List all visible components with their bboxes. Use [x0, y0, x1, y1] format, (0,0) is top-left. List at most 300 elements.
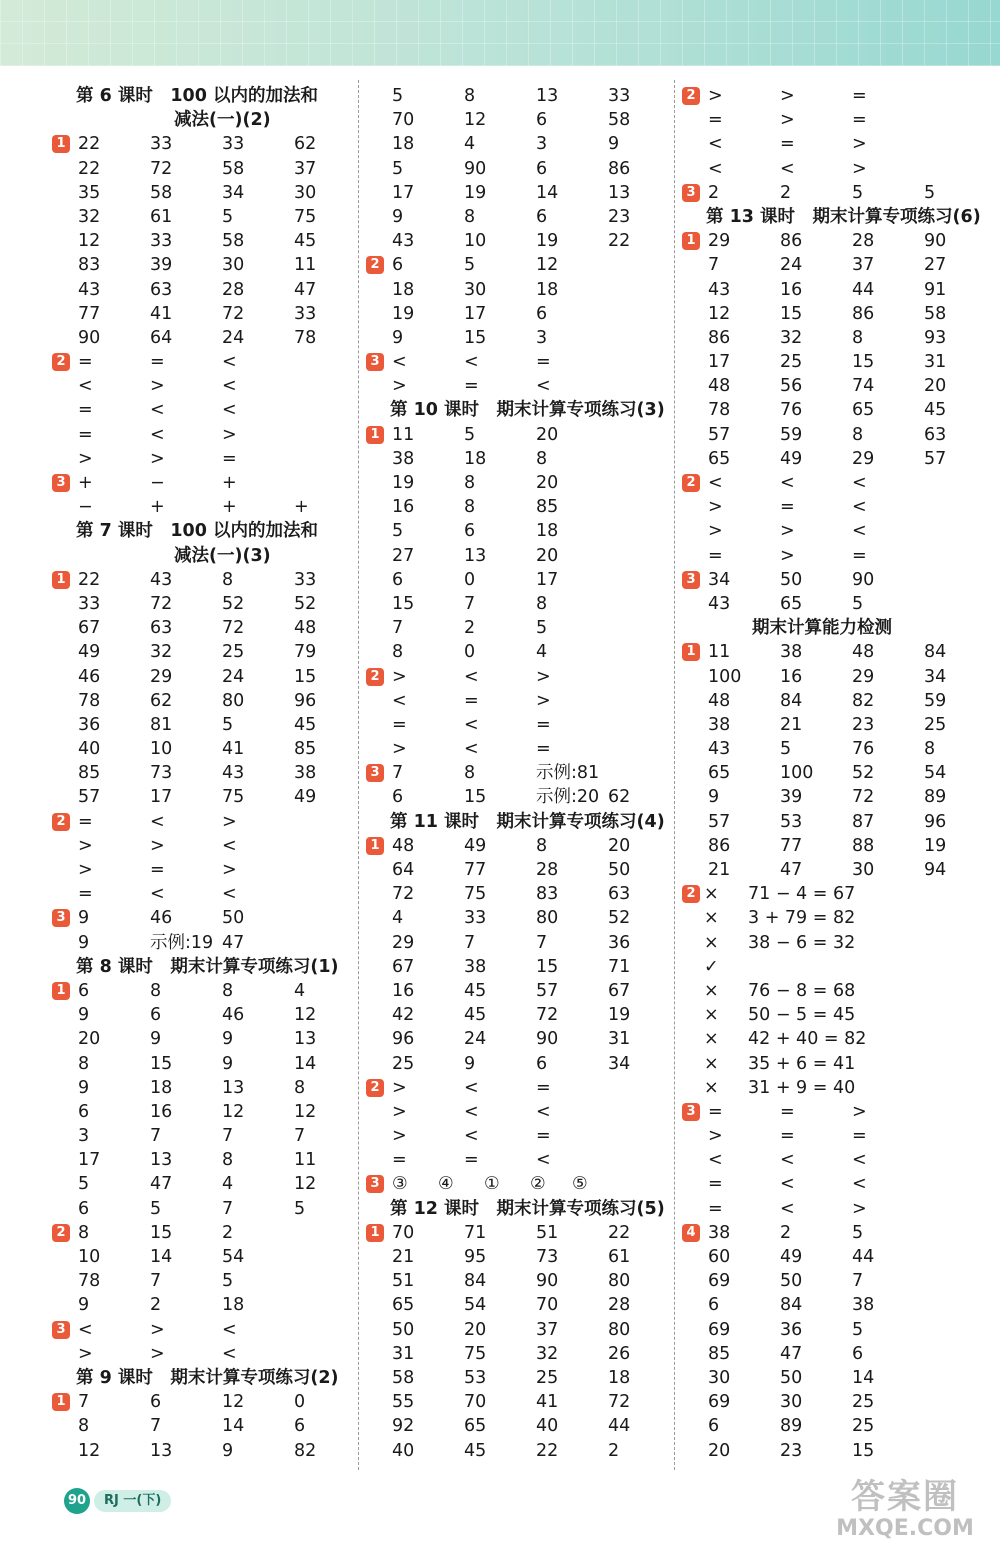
answer-row — [366, 858, 666, 882]
answer-cell: 15 — [536, 956, 559, 977]
answer-cell: 19 — [392, 303, 415, 324]
answer-cell: 80 — [222, 690, 245, 711]
answer-cell: 8 — [150, 980, 162, 1001]
answer-row — [366, 108, 666, 132]
answer-row — [366, 979, 666, 1003]
answer-cell: 16 — [392, 497, 415, 518]
answer-cell: 11 — [392, 424, 415, 445]
answer-cell: 5 — [852, 1222, 864, 1243]
lesson-heading-text: 第 10 课时 期末计算专项练习(3) — [390, 400, 665, 421]
answer-cell: 31 — [924, 352, 947, 373]
answer-cell: 27 — [392, 545, 415, 566]
answer-row — [682, 544, 992, 568]
answer-cell: 8 — [78, 1222, 90, 1243]
answer-cell: 75 — [222, 787, 245, 808]
answer-cell: 14 — [536, 182, 559, 203]
answer-cell: 12 — [294, 1005, 317, 1026]
answer-cell: 100 — [708, 666, 742, 687]
answer-cell: 8 — [852, 327, 864, 348]
answer-cell: = — [78, 884, 93, 905]
answer-cell: 71 — [464, 1222, 487, 1243]
answer-cell: 3 — [536, 134, 548, 155]
question-number-badge: 1 — [682, 643, 700, 661]
answer-row — [366, 1003, 666, 1027]
answer-cell: 8 — [852, 424, 864, 445]
answer-cell: 63 — [608, 884, 631, 905]
answer-cell: 6 — [392, 255, 404, 276]
answer-cell: × — [704, 980, 719, 1001]
answer-row — [52, 374, 352, 398]
answer-cell: > — [222, 860, 237, 880]
answer-row — [52, 906, 352, 930]
question-number-badge: 1 — [52, 982, 70, 1000]
answer-cell: < — [78, 1319, 93, 1340]
answer-cell: 9 — [150, 1029, 162, 1050]
answer-cell: > — [392, 666, 407, 687]
answer-cell: < — [852, 473, 867, 493]
answer-cell: 76 — [852, 739, 875, 760]
answer-row — [366, 326, 666, 350]
answer-row — [682, 1221, 992, 1245]
answer-cell: 84 — [780, 690, 803, 711]
answer-row — [682, 955, 992, 979]
answer-cell: 9 — [464, 1053, 476, 1074]
answer-cell: 5 — [78, 1174, 90, 1195]
answer-cell: 23 — [780, 1440, 803, 1461]
answer-cell: 7 — [536, 932, 548, 953]
answer-cell: 7 — [392, 618, 404, 639]
answer-cell: < — [150, 884, 165, 905]
answer-row — [682, 689, 992, 713]
answer-row — [52, 278, 352, 302]
answer-cell: 53 — [780, 811, 803, 832]
answer-cell: 6 — [536, 303, 548, 324]
answer-cell: = — [852, 545, 867, 566]
answer-cell: 28 — [536, 860, 559, 880]
answer-cell: 86 — [708, 327, 731, 348]
answer-cell: 4 — [392, 908, 404, 929]
answer-cell: 31 + 9 = 40 — [748, 1077, 856, 1098]
answer-cell: 87 — [852, 811, 875, 832]
lesson-heading — [52, 84, 352, 108]
answer-cell: 5 — [852, 593, 864, 614]
answer-cell: = — [708, 110, 723, 131]
answer-cell: + — [222, 473, 237, 493]
answer-cell: 15 — [780, 303, 803, 324]
answer-cell: > — [150, 835, 165, 856]
answer-cell: < — [464, 352, 479, 373]
lesson-heading — [52, 1366, 352, 1390]
answer-cell: 2 — [464, 618, 476, 639]
answer-cell: 5 — [464, 255, 476, 276]
answer-cell: < — [708, 1150, 723, 1171]
answer-cell: 30 — [780, 1392, 803, 1413]
answer-row — [366, 1342, 666, 1366]
answer-cell: 48 — [852, 642, 875, 663]
answer-cell: 40 — [536, 1416, 559, 1437]
answer-cell: = — [464, 1150, 479, 1171]
lesson-heading — [682, 616, 992, 640]
answer-cell: 18 — [150, 1077, 173, 1098]
answer-row — [682, 447, 992, 471]
answer-cell: 34 — [222, 182, 245, 203]
answer-cell: 89 — [924, 787, 947, 808]
answer-row — [682, 1100, 992, 1124]
answer-cell: 21 — [392, 1247, 415, 1267]
answer-cell: 75 — [294, 206, 317, 227]
answer-cell: < — [392, 352, 407, 373]
answer-row — [682, 713, 992, 737]
question-number-badge: 3 — [366, 1175, 384, 1193]
answer-cell: 71 − 4 = 67 — [748, 884, 856, 905]
answer-cell: 9 — [78, 1295, 90, 1316]
answer-row — [366, 374, 666, 398]
answer-cell: 13 — [150, 1150, 173, 1171]
answer-cell: 6 — [78, 980, 90, 1001]
answer-cell: = — [780, 497, 795, 518]
answer-cell: 8 — [464, 473, 476, 493]
answer-cell: 24 — [222, 327, 245, 348]
answer-cell: 21 — [708, 860, 731, 880]
answer-cell: 72 — [150, 593, 173, 614]
answer-cell: − — [150, 473, 165, 493]
answer-cell: 5 — [294, 1198, 306, 1219]
answer-row — [682, 1124, 992, 1148]
answer-cell: > — [392, 1126, 407, 1147]
answer-cell: 4 — [294, 980, 306, 1001]
answer-cell: 33 — [150, 134, 173, 155]
answer-cell: 42 + 40 = 82 — [748, 1029, 867, 1050]
answer-cell: 25 — [536, 1367, 559, 1388]
answer-cell: 0 — [294, 1392, 306, 1413]
answer-cell: 19 — [464, 182, 487, 203]
answer-cell: 5 — [392, 86, 404, 106]
answer-cell: 25 — [852, 1392, 875, 1413]
answer-row — [52, 157, 352, 181]
answer-cell: = — [78, 811, 93, 832]
answer-row — [52, 423, 352, 447]
answer-cell: > — [708, 497, 723, 518]
answer-cell: + — [222, 497, 237, 518]
answer-cell: 83 — [536, 884, 559, 905]
answer-cell: 50 — [780, 1367, 803, 1388]
answer-row — [682, 1414, 992, 1438]
answer-cell: 28 — [852, 231, 875, 252]
answer-cell: 0 — [464, 642, 476, 663]
answer-cell: < — [852, 497, 867, 518]
answer-cell: 12 — [78, 231, 101, 252]
answer-cell: 47 — [780, 860, 803, 880]
answer-cell: 90 — [464, 158, 487, 179]
answer-cell: < — [780, 158, 795, 179]
answer-row — [366, 471, 666, 495]
answer-cell: 80 — [536, 908, 559, 929]
answer-cell: 85 — [78, 763, 101, 784]
answer-cell: < — [852, 1150, 867, 1171]
answer-cell: 95 — [464, 1247, 487, 1267]
answer-row — [52, 568, 352, 592]
answer-row — [52, 1076, 352, 1100]
answer-cell: 57 — [924, 448, 947, 469]
answer-row — [682, 1076, 992, 1100]
answer-row — [52, 979, 352, 1003]
answer-row — [366, 1293, 666, 1317]
answer-row — [52, 1414, 352, 1438]
answer-cell: 18 — [464, 448, 487, 469]
answer-cell: 32 — [150, 642, 173, 663]
answer-cell: 41 — [150, 303, 173, 324]
answer-cell: 20 — [536, 424, 559, 445]
answer-cell: 8 — [464, 86, 476, 106]
answer-cell: 83 — [78, 255, 101, 276]
answer-cell: < — [78, 376, 93, 397]
answer-cell: 82 — [294, 1440, 317, 1461]
question-number-badge: 2 — [682, 87, 700, 105]
lesson-heading — [682, 205, 992, 229]
answer-cell: 6 — [294, 1416, 306, 1437]
answer-cell: 13 — [150, 1440, 173, 1461]
answer-cell: < — [536, 1150, 551, 1171]
answer-cell: 38 − 6 = 32 — [748, 932, 856, 953]
answer-row — [52, 1148, 352, 1172]
answer-cell: 51 — [536, 1222, 559, 1243]
answer-cell: 53 — [464, 1367, 487, 1388]
answer-row — [52, 1342, 352, 1366]
answer-cell: < — [708, 134, 723, 155]
answer-cell: 5 — [924, 182, 936, 203]
answer-cell: 45 — [464, 1440, 487, 1461]
answer-row — [366, 834, 666, 858]
answer-row — [682, 1027, 992, 1051]
answer-row — [366, 1414, 666, 1438]
answer-cell: > — [708, 521, 723, 542]
answer-cell: 示例:19 — [150, 932, 214, 953]
answer-cell: × — [704, 1053, 719, 1074]
answer-cell: 79 — [294, 642, 317, 663]
answer-cell: 2 — [150, 1295, 162, 1316]
answer-row — [682, 1342, 992, 1366]
answer-cell: 62 — [294, 134, 317, 155]
answer-cell: 2 — [222, 1222, 234, 1243]
answer-cell: > — [78, 860, 93, 880]
answer-cell: 18 — [222, 1295, 245, 1316]
answer-row — [52, 253, 352, 277]
question-number-badge: 3 — [682, 571, 700, 589]
answer-row — [52, 689, 352, 713]
answer-cell: 15 — [294, 666, 317, 687]
answer-cell: 15 — [852, 352, 875, 373]
answer-cell: 8 — [222, 569, 234, 590]
answer-cell: 24 — [222, 666, 245, 687]
answer-row — [366, 253, 666, 277]
question-number-badge: 1 — [682, 232, 700, 250]
answer-row — [366, 447, 666, 471]
answer-cell: 84 — [464, 1271, 487, 1292]
answer-row — [682, 640, 992, 664]
answer-cell: 72 — [222, 618, 245, 639]
answer-cell: 88 — [852, 835, 875, 856]
answer-cell: < — [222, 400, 237, 421]
answer-row — [366, 1221, 666, 1245]
answer-cell: 33 — [294, 569, 317, 590]
answer-cell: 58 — [222, 231, 245, 252]
answer-cell: 24 — [464, 1029, 487, 1050]
answer-row — [682, 1318, 992, 1342]
answer-cell: 19 — [924, 835, 947, 856]
answer-cell: = — [222, 448, 237, 469]
answer-cell: 15 — [852, 1440, 875, 1461]
answer-cell: 15 — [150, 1222, 173, 1243]
answer-cell: 22 — [608, 1222, 631, 1243]
answer-cell: 65 — [780, 593, 803, 614]
answer-cell: 38 — [464, 956, 487, 977]
answer-cell: 34 — [708, 569, 731, 590]
top-decorative-band — [0, 0, 1000, 66]
lesson-heading — [366, 810, 666, 834]
answer-cell: < — [464, 666, 479, 687]
answer-cell: 70 — [392, 110, 415, 131]
answer-cell: 47 — [222, 932, 245, 953]
answer-cell: 30 — [464, 279, 487, 300]
answer-cell: = — [78, 424, 93, 445]
answer-cell: 7 — [294, 1126, 306, 1147]
answer-row — [52, 205, 352, 229]
answer-row — [52, 1293, 352, 1317]
answer-cell: 示例:20 — [536, 787, 600, 808]
answer-row — [366, 519, 666, 543]
answer-row — [682, 326, 992, 350]
answer-row — [682, 132, 992, 156]
answer-row — [682, 1197, 992, 1221]
answer-row — [366, 1148, 666, 1172]
answer-cell: < — [780, 1198, 795, 1219]
answer-cell: 5 — [852, 182, 864, 203]
answer-row — [52, 229, 352, 253]
answer-cell: 65 — [708, 448, 731, 469]
answer-cell: 10 — [464, 231, 487, 252]
lesson-heading-text: 减法(一)(2) — [174, 110, 271, 131]
answer-cell: 90 — [852, 569, 875, 590]
answer-cell: 9 — [222, 1029, 234, 1050]
answer-cell: 48 — [708, 690, 731, 711]
answer-cell: 45 — [464, 980, 487, 1001]
answer-cell: − — [78, 497, 93, 518]
answer-cell: 50 — [608, 860, 631, 880]
answer-row — [366, 689, 666, 713]
answer-cell: 46 — [78, 666, 101, 687]
answer-row — [682, 1245, 992, 1269]
answer-cell: 10 — [78, 1247, 101, 1267]
answer-cell: 17 — [78, 1150, 101, 1171]
answer-cell: < — [536, 1101, 551, 1122]
answer-cell: 22 — [78, 158, 101, 179]
answer-cell: 39 — [150, 255, 173, 276]
answer-cell: < — [150, 424, 165, 445]
answer-row — [682, 495, 992, 519]
answer-cell: = — [392, 714, 407, 735]
answer-cell: = — [852, 86, 867, 106]
lesson-heading — [52, 519, 352, 543]
answer-row — [682, 931, 992, 955]
answer-cell: < — [222, 884, 237, 905]
answer-cell: 96 — [924, 811, 947, 832]
answer-cell: 6 — [536, 206, 548, 227]
answer-cell: 5 — [392, 521, 404, 542]
answer-cell: 31 — [392, 1343, 415, 1364]
answer-cell: 40 — [78, 739, 101, 760]
answer-cell: 9 — [78, 1005, 90, 1026]
answer-cell: 8 — [924, 739, 936, 760]
answer-cell: 52 — [608, 908, 631, 929]
answer-cell: 43 — [708, 279, 731, 300]
lesson-heading-text: 第 6 课时 100 以内的加法和 — [76, 86, 318, 106]
answer-cell: 23 — [852, 714, 875, 735]
answer-cell: 49 — [78, 642, 101, 663]
answer-cell: 17 — [392, 182, 415, 203]
answer-cell: 80 — [608, 1271, 631, 1292]
answer-row — [366, 302, 666, 326]
answer-cell: 65 — [852, 400, 875, 421]
answer-cell: 30 — [222, 255, 245, 276]
answer-cell: 78 — [78, 690, 101, 711]
answer-cell: 73 — [150, 763, 173, 784]
answer-row — [682, 253, 992, 277]
answer-cell: 12 — [536, 255, 559, 276]
answer-cell: 9 — [392, 206, 404, 227]
answer-cell: 78 — [294, 327, 317, 348]
answer-cell: 45 — [294, 231, 317, 252]
answer-cell: 86 — [780, 231, 803, 252]
answer-cell: = — [852, 110, 867, 131]
answer-cell: 15 — [392, 593, 415, 614]
answer-cell: = — [392, 1150, 407, 1171]
answer-cell: 21 — [780, 714, 803, 735]
answer-cell: 5 — [780, 739, 792, 760]
answer-row — [52, 882, 352, 906]
answer-cell: 36 — [78, 714, 101, 735]
answer-cell: 6 — [150, 1392, 162, 1413]
answer-cell: × — [704, 1005, 719, 1026]
answer-cell: > — [150, 376, 165, 397]
question-number-badge: 3 — [52, 909, 70, 927]
answer-cell: 9 — [78, 1077, 90, 1098]
answer-row — [366, 1052, 666, 1076]
answer-row — [366, 423, 666, 447]
answer-cell: ⑤ — [572, 1174, 588, 1195]
answer-cell: 25 — [222, 642, 245, 663]
answer-cell: 43 — [392, 231, 415, 252]
watermark-logo — [820, 1478, 990, 1548]
answer-cell: 36 — [780, 1319, 803, 1340]
answer-cell: ③ — [392, 1174, 408, 1195]
answer-cell: 14 — [294, 1053, 317, 1074]
answer-cell: 86 — [708, 835, 731, 856]
answer-cell: 44 — [608, 1416, 631, 1437]
answer-cell: 24 — [780, 255, 803, 276]
answer-cell: 6 — [536, 1053, 548, 1074]
answer-cell: > — [852, 134, 867, 155]
answer-cell: 19 — [536, 231, 559, 252]
answer-cell: = — [536, 1126, 551, 1147]
answer-cell: 63 — [150, 618, 173, 639]
answer-cell: < — [852, 1174, 867, 1195]
answer-cell: 12 — [294, 1101, 317, 1122]
answer-cell: 9 — [222, 1440, 234, 1461]
answer-row — [366, 931, 666, 955]
answer-cell: 50 — [780, 569, 803, 590]
answer-cell: 91 — [924, 279, 947, 300]
answer-row — [682, 1439, 992, 1463]
